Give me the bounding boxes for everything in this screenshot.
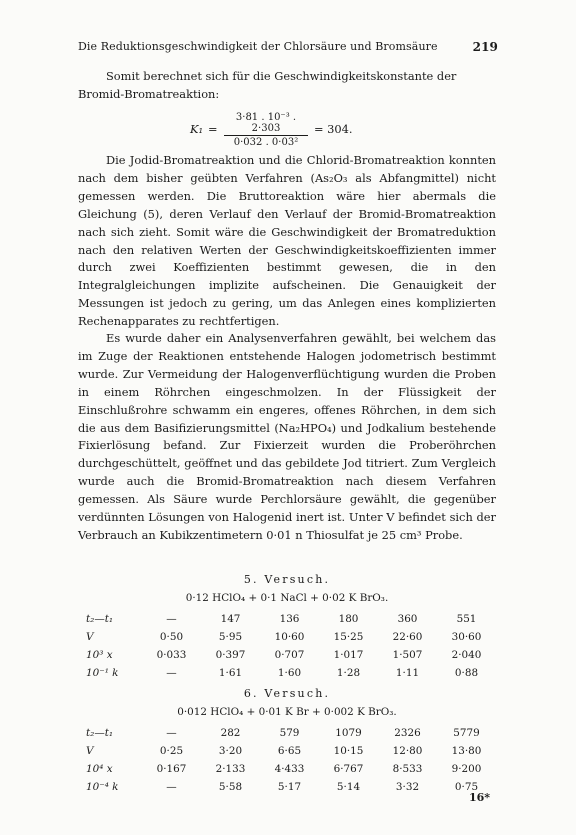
equation-result: = 304. (314, 122, 353, 136)
table-cell: 1·28 (336, 667, 361, 679)
table-cell: 8·533 (392, 763, 423, 775)
equation-equals: = (208, 122, 218, 136)
signature-mark: 16* (468, 791, 490, 804)
table-cell: 0·75 (454, 781, 479, 793)
table-cell: 180 (338, 613, 359, 625)
intro-line-1: Somit berechnet sich für die Geschwindigkeitskonstante der (106, 69, 457, 83)
row-label: V (86, 745, 94, 757)
row-label: 10⁴ x (86, 763, 113, 775)
table-cell: 0·88 (454, 667, 479, 679)
running-title: Die Reduktionsgeschwindigkeit der Chlorsäure und Bromsäure (78, 40, 438, 53)
equation-denominator: 0·032 . 0·03² (233, 137, 299, 148)
table-cell: 13·80 (451, 745, 482, 757)
table-cell: 1·60 (277, 667, 302, 679)
table-cell: 30·60 (451, 631, 482, 643)
experiment-6-conditions: 0·012 HClO₄ + 0·01 K Br + 0·002 K BrO₃. (177, 706, 397, 718)
experiment-5-conditions: 0·12 HClO₄ + 0·1 NaCl + 0·02 K BrO₃. (185, 592, 389, 604)
row-label: 10⁻⁴ k (86, 781, 119, 793)
table-row (78, 760, 496, 778)
table-row (78, 628, 496, 646)
table-cell: 3·32 (395, 781, 420, 793)
table-cell: 6·65 (277, 745, 302, 757)
row-label: V (86, 631, 94, 643)
experiment-6-title: 6. Versuch. (243, 687, 331, 700)
experiment-5-title: 5. Versuch. (243, 573, 331, 586)
table-cell: 2326 (394, 727, 421, 739)
table-cell: — (166, 613, 177, 625)
table-cell: 5·14 (336, 781, 361, 793)
table-cell: 5·95 (218, 631, 243, 643)
table-cell: — (166, 667, 177, 679)
table-cell: 360 (397, 613, 418, 625)
table-cell: — (166, 781, 177, 793)
table-row (78, 664, 496, 682)
paragraph-2 (78, 330, 496, 545)
table-cell: 282 (220, 727, 241, 739)
table-cell: 551 (456, 613, 477, 625)
row-label: t₂—t₁ (86, 613, 114, 625)
table-cell: 147 (220, 613, 241, 625)
table-cell: 3·20 (218, 745, 243, 757)
table-row (78, 610, 496, 628)
page-number: 219 (472, 40, 498, 54)
table-cell: 0·25 (159, 745, 184, 757)
table-row (78, 742, 496, 760)
intro-line-2: Bromid-Bromatreaktion: (78, 86, 220, 101)
equation-numerator: 3·81 . 10⁻³ . 2·303 (224, 112, 308, 136)
running-header (78, 40, 498, 54)
table-cell: 0·033 (156, 649, 187, 661)
row-label: 10⁻¹ k (86, 667, 119, 679)
table-row (78, 724, 496, 742)
table-cell: 0·397 (215, 649, 246, 661)
table-row (78, 778, 496, 796)
table-cell: — (166, 727, 177, 739)
paragraph-1 (78, 152, 496, 331)
row-label: 10³ x (86, 649, 113, 661)
table-cell: 0·50 (159, 631, 184, 643)
table-cell: 1·61 (218, 667, 243, 679)
table-cell: 1·507 (392, 649, 423, 661)
paragraph-1-text: Die Jodid-Bromatreaktion und die Chlorid-Bromatreaktion konnten nach dem bisher geübten Verfahren (As₂O₃ als Abfangmittel) nicht gemessen werden. Die Bruttoreaktion wäre hier abermals die Gleichung (5), deren Verlauf den Verlauf der Bromid-Bromatreaktion nach sich zieht. Somit wäre die Geschwindigkeit der Bromatreduktion nach den relativen Werten der Geschwindigkeitskoeffizienten immer durch zwei Koeffizienten bestimmt gewesen, die in den Integralgleichungen implizite aufscheinen. Die Genauigkeit der Messungen ist jedoch zu gering, um das Anlegen eines komplizierten Rechenapparates zu rechtfertigen. (78, 153, 496, 329)
table-cell: 579 (279, 727, 300, 739)
table-cell: 6·767 (333, 763, 364, 775)
table-cell: 12·80 (392, 745, 423, 757)
table-cell: 9·200 (451, 763, 482, 775)
table-cell: 1079 (335, 727, 362, 739)
table-row (78, 646, 496, 664)
row-label: t₂—t₁ (86, 727, 114, 739)
table-cell: 5·17 (277, 781, 302, 793)
table-cell: 0·167 (156, 763, 187, 775)
table-cell: 2·133 (215, 763, 246, 775)
table-cell: 10·15 (333, 745, 364, 757)
experiment-6-table (78, 724, 496, 796)
table-cell: 1·11 (395, 667, 420, 679)
table-cell: 22·60 (392, 631, 423, 643)
paragraph-2-text: Es wurde daher ein Analysenverfahren gewählt, bei welchem das im Zuge der Reaktionen entstehende Halogen jodometrisch bestimmt wurde. Zur Vermeidung der Halogenverflüchtigung wurden die Proben in einem Röhrchen eingeschmolzen. In der Flüssigkeit der Einschlußrohre schwamm ein engeres, offenes Röhrchen, in dem sich die aus dem Basifizierungsmittel (Na₂HPO₄) und Jodkalium bestehende Fixierlösung befand. Zur Fixierzeit wurden die Proberöhrchen durchgeschüttelt, geöffnet und das gebildete Jod titriert. Zum Vergleich wurde auch die Bromid-Bromatreaktion nach diesem Verfahren gemessen. Als Säure wurde Perchlorsäure gewählt, die gegenüber verdünnten Lösungen von Halogenid inert ist. Unter V befindet sich der Verbrauch an Kubikzentimetern 0·01 n Thiosulfat je 25 cm³ Probe. (78, 331, 496, 542)
table-cell: 136 (279, 613, 300, 625)
equation-fraction (224, 112, 308, 148)
table-cell: 10·60 (274, 631, 305, 643)
table-cell: 0·707 (274, 649, 305, 661)
intro-text (78, 68, 496, 104)
rate-constant-equation (78, 112, 496, 148)
table-cell: 5·58 (218, 781, 243, 793)
table-cell: 2·040 (451, 649, 482, 661)
table-cell: 5779 (453, 727, 480, 739)
table-cell: 1·017 (333, 649, 364, 661)
equation-lhs: K₁ (190, 122, 204, 136)
table-cell: 4·433 (274, 763, 305, 775)
table-cell: 15·25 (333, 631, 364, 643)
experiment-5-table (78, 610, 496, 682)
